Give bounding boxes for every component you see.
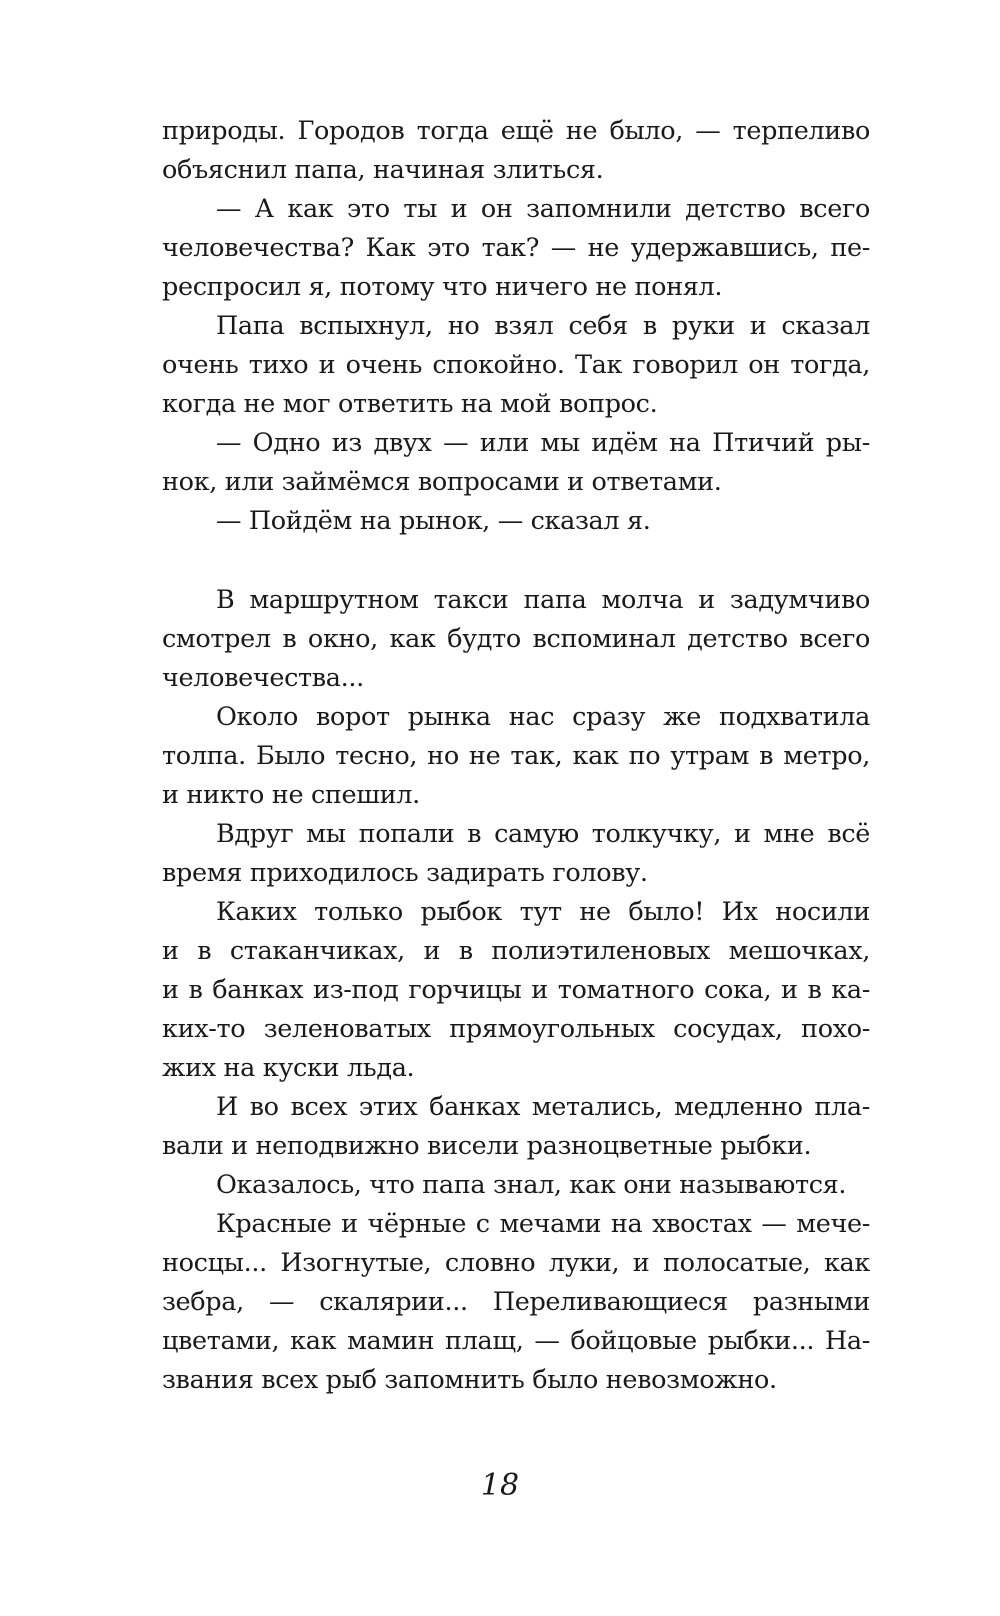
text-line: звания всех рыб запомнить было невозможно. [162, 1365, 777, 1395]
text-line: И во всех этих банках метались, медленно пла- [216, 1092, 870, 1122]
page-number: 18 [480, 1468, 520, 1503]
text-line: человечества? Как это так? — не удержавшись, пе- [162, 233, 870, 263]
text-line: объяснил папа, начиная злиться. [162, 155, 604, 185]
text-line: Оказалось, что папа знал, как они называются. [216, 1170, 847, 1200]
text-line: и в стаканчиках, и в полиэтиленовых мешочках, [162, 936, 870, 966]
text-line: цветами, как мамин плащ, — бойцовые рыбки... На- [162, 1326, 870, 1356]
text-line: очень тихо и очень спокойно. Так говорил он тогда, [162, 350, 870, 380]
text-line: — Одно из двух — или мы идём на Птичий ры- [216, 428, 870, 458]
text-line: жих на куски льда. [162, 1053, 415, 1083]
text-line: — Пойдём на рынок, — сказал я. [216, 506, 651, 536]
text-line: Около ворот рынка нас сразу же подхватила [216, 702, 870, 732]
text-line: Папа вспыхнул, но взял себя в руки и сказал [216, 311, 870, 341]
section-break [162, 541, 870, 581]
text-line: время приходилось задирать голову. [162, 858, 648, 888]
text-line: В маршрутном такси папа молча и задумчиво [216, 585, 870, 615]
text-line: человечества... [162, 663, 364, 693]
text-line: природы. Городов тогда ещё не было, — терпеливо [162, 116, 870, 146]
text-line: смотрел в окно, как будто вспоминал детство всего [162, 624, 870, 654]
text-line: Каких только рыбок тут не было! Их носили [216, 897, 870, 927]
text-line: и в банках из-под горчицы и томатного сока, и в ка- [162, 975, 870, 1005]
text-line: нок, или займёмся вопросами и ответами. [162, 467, 722, 497]
text-line: Красные и чёрные с мечами на хвостах — мече- [216, 1209, 870, 1239]
text-line: — А как это ты и он запомнили детство всего [216, 194, 870, 224]
text-line: ких-то зеленоватых прямоугольных сосудах, похо- [162, 1014, 870, 1044]
text-line: и никто не спешил. [162, 780, 420, 810]
text-line: толпа. Было тесно, но не так, как по утрам в метро, [162, 741, 870, 771]
text-line: респросил я, потому что ничего не понял. [162, 272, 723, 302]
text-line: Вдруг мы попали в самую толкучку, и мне всё [216, 819, 870, 849]
body-text [162, 112, 870, 1400]
text-line: когда не мог ответить на мой вопрос. [162, 389, 658, 419]
text-line: вали и неподвижно висели разноцветные рыбки. [162, 1131, 812, 1161]
text-line: зебра, — скалярии... Переливающиеся разными [162, 1287, 870, 1317]
text-line: носцы... Изогнутые, словно луки, и полосатые, как [162, 1248, 870, 1278]
